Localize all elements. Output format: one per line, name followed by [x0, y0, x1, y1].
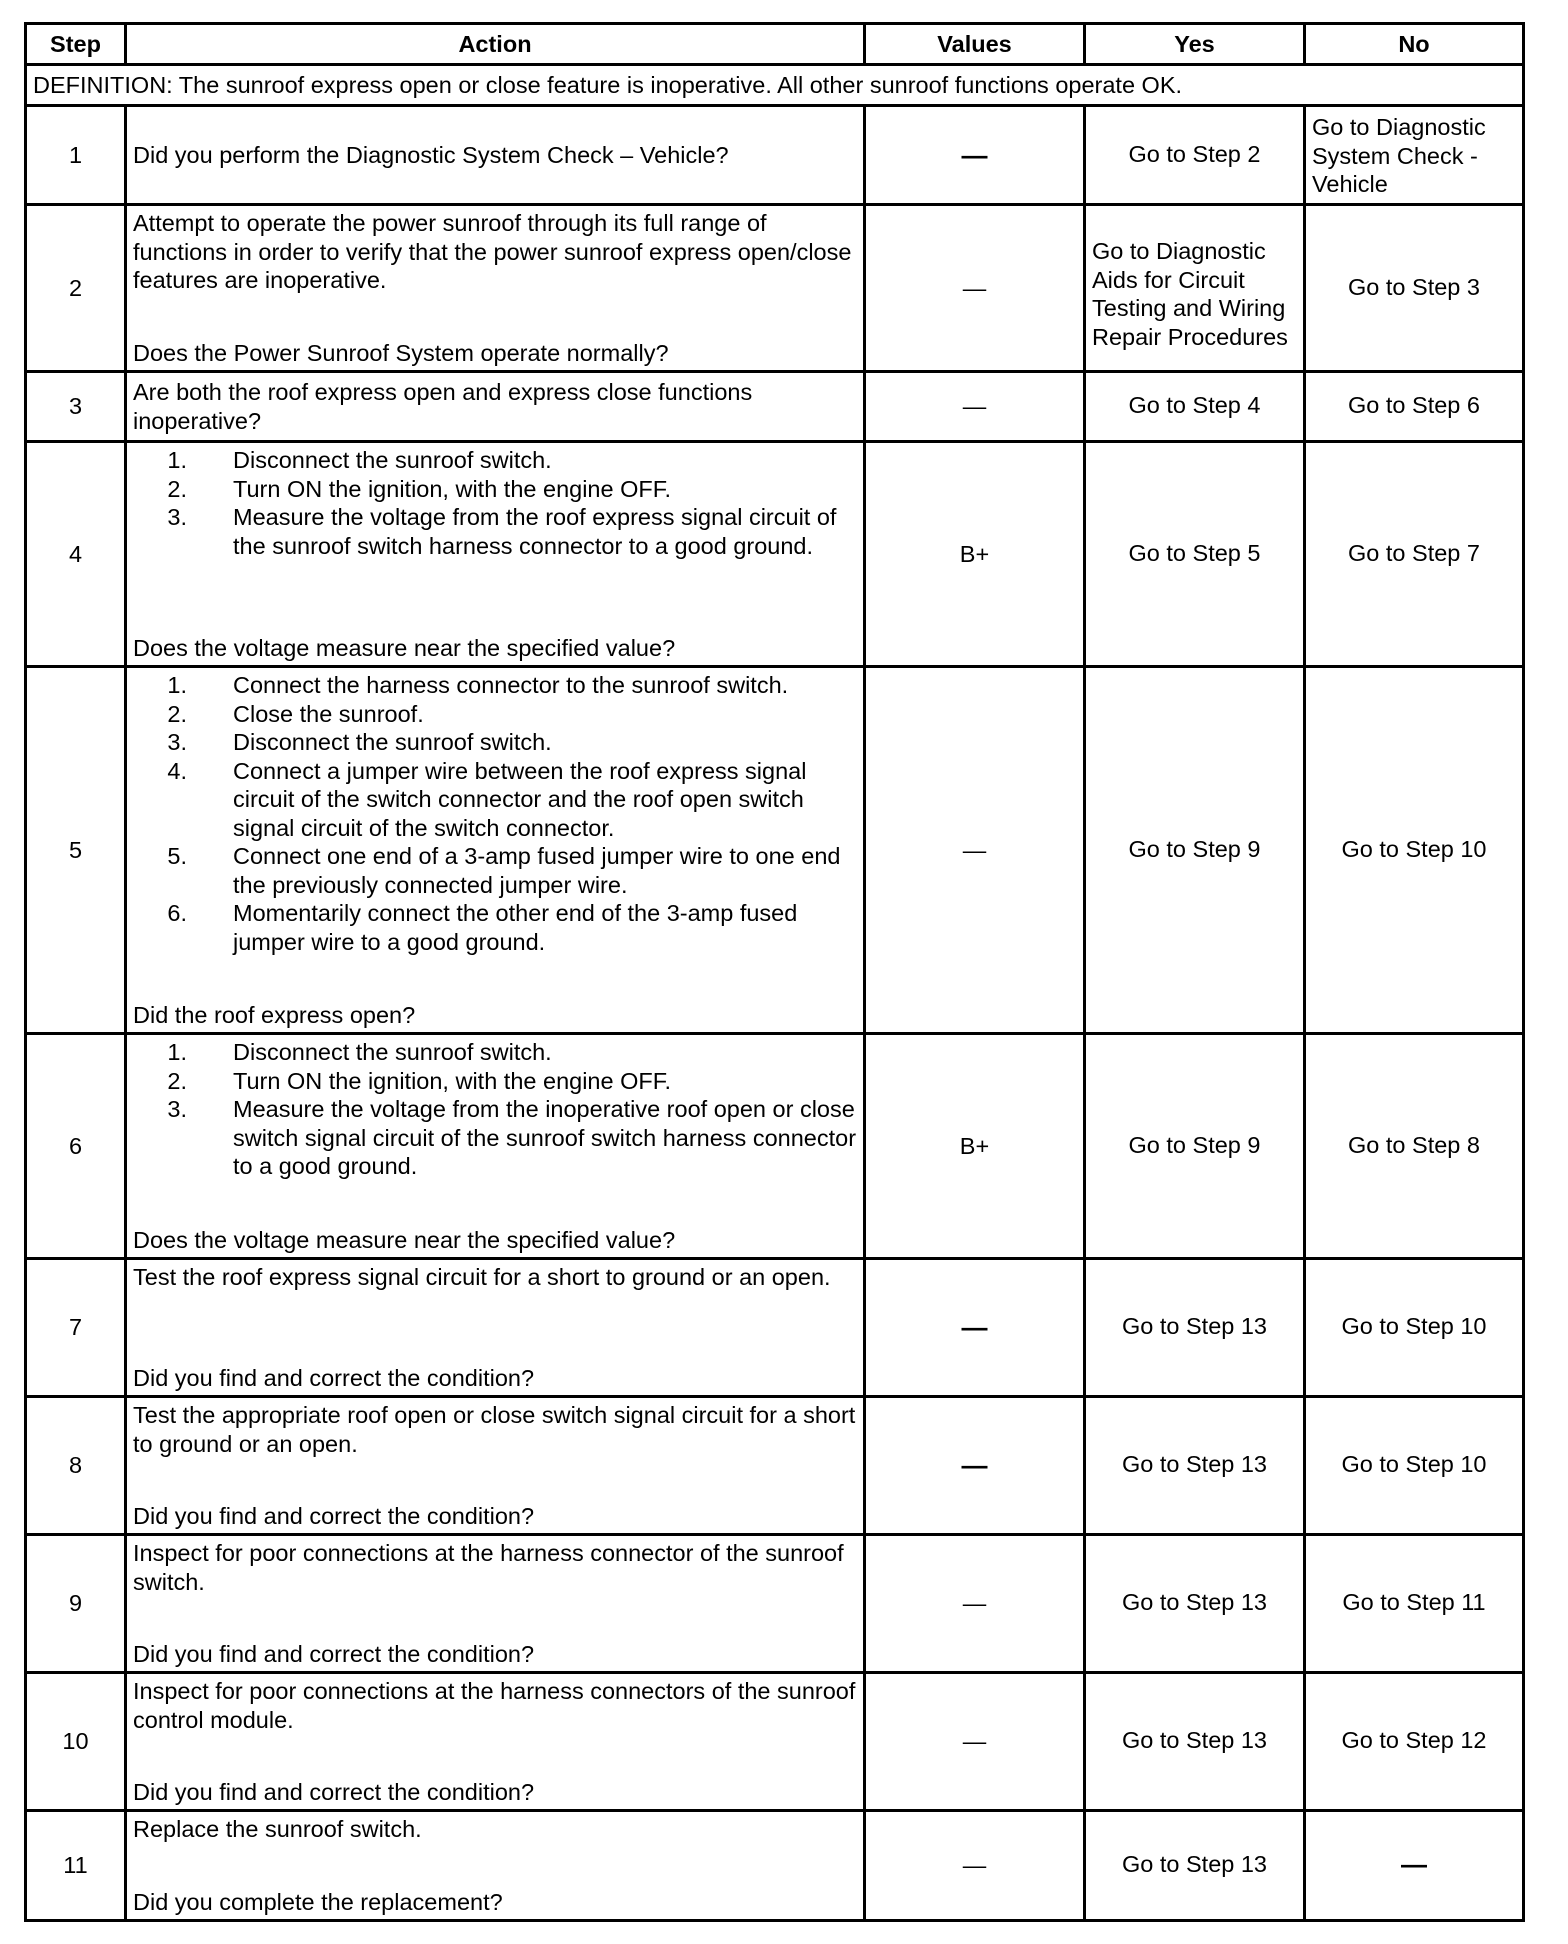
step-number: 1	[26, 106, 126, 205]
yes-cell: Go to Step 13	[1085, 1259, 1305, 1397]
value-cell: —	[865, 372, 1085, 442]
value-cell: B+	[865, 442, 1085, 667]
substep: 2. Turn ON the ignition, with the engine OFF.	[167, 475, 672, 502]
action-question: Did you find and correct the condition?	[133, 1778, 535, 1805]
action-text: Test the roof express signal circuit for a short to ground or an open.	[133, 1264, 831, 1290]
substep: 2. Close the sunroof.	[167, 700, 424, 727]
substep: 5. Connect one end of a 3-amp fused jumper wire to one end the previously connected jumper wire.	[167, 843, 841, 898]
substep: 3. Disconnect the sunroof switch.	[167, 729, 552, 755]
action-text: Replace the sunroof switch.	[133, 1816, 422, 1842]
value-cell: —	[865, 106, 1085, 205]
no-cell: Go to Step 7	[1305, 442, 1524, 667]
action-cell	[126, 1397, 865, 1535]
action-question: Did you find and correct the condition?	[133, 1364, 535, 1391]
action-question: Did you perform the Diagnostic System Check – Vehicle?	[133, 141, 729, 168]
header-values: Values	[865, 24, 1085, 65]
action-text: Test the appropriate roof open or close switch signal circuit for a short to ground or an open.	[133, 1402, 856, 1457]
step-number: 10	[26, 1673, 126, 1811]
no-cell: —	[1305, 1811, 1524, 1921]
substep-list	[133, 446, 857, 560]
substep: 3. Measure the voltage from the inoperative roof open or close switch signal circuit of the sunroof switch harness connector to a good ground.	[167, 1096, 857, 1179]
substep: 3. Measure the voltage from the roof express signal circuit of the sunroof switch harness connector to a good ground.	[167, 504, 837, 559]
table-row	[26, 205, 1524, 372]
no-cell: Go to Step 10	[1305, 667, 1524, 1034]
table-row	[26, 1811, 1524, 1921]
no-cell: Go to Step 6	[1305, 372, 1524, 442]
action-cell	[126, 1811, 865, 1921]
substep: 1. Disconnect the sunroof switch.	[167, 447, 552, 473]
header-action: Action	[126, 24, 865, 65]
no-cell: Go to Step 10	[1305, 1259, 1524, 1397]
action-question: Did you find and correct the condition?	[133, 1502, 535, 1529]
value-cell: —	[865, 1535, 1085, 1673]
yes-cell: Go to Step 2	[1085, 106, 1305, 205]
substep: 4. Connect a jumper wire between the roof express signal circuit of the switch connector and the roof open switch signal circuit of the switch connector.	[167, 757, 807, 841]
table-row	[26, 372, 1524, 442]
step-number: 4	[26, 442, 126, 667]
action-cell	[126, 372, 865, 442]
no-cell: Go to Step 10	[1305, 1397, 1524, 1535]
no-cell: Go to Step 3	[1305, 205, 1524, 372]
step-number: 7	[26, 1259, 126, 1397]
yes-cell: Go to Step 13	[1085, 1397, 1305, 1535]
yes-cell: Go to Step 4	[1085, 372, 1305, 442]
action-text: Inspect for poor connections at the harness connectors of the sunroof control module.	[133, 1678, 856, 1733]
action-question: Does the voltage measure near the specified value?	[133, 1226, 676, 1253]
value-cell: —	[865, 667, 1085, 1034]
value-cell: B+	[865, 1034, 1085, 1259]
value-cell: —	[865, 1259, 1085, 1397]
action-cell	[126, 205, 865, 372]
table-row	[26, 667, 1524, 1034]
substep-list	[133, 671, 857, 956]
substep: 1. Connect the harness connector to the sunroof switch.	[167, 672, 789, 698]
table-row	[26, 1034, 1524, 1259]
header-step: Step	[26, 24, 126, 65]
diagnostic-table	[24, 22, 1525, 1922]
yes-cell: Go to Step 9	[1085, 1034, 1305, 1259]
action-cell	[126, 106, 865, 205]
table-row	[26, 1673, 1524, 1811]
substep: 1. Disconnect the sunroof switch.	[167, 1039, 552, 1065]
table-row	[26, 442, 1524, 667]
action-cell	[126, 442, 865, 667]
no-cell: Go to Step 11	[1305, 1535, 1524, 1673]
step-number: 6	[26, 1034, 126, 1259]
yes-cell: Go to Step 13	[1085, 1673, 1305, 1811]
value-cell: —	[865, 1673, 1085, 1811]
yes-cell: Go to Step 13	[1085, 1535, 1305, 1673]
action-cell	[126, 667, 865, 1034]
header-row	[26, 24, 1524, 65]
step-number: 11	[26, 1811, 126, 1921]
action-question: Did you complete the replacement?	[133, 1888, 503, 1915]
step-number: 9	[26, 1535, 126, 1673]
action-text: Attempt to operate the power sunroof through its full range of functions in order to verify that the power sunroof express open/close features are inoperative.	[133, 210, 852, 293]
action-text: Inspect for poor connections at the harness connector of the sunroof switch.	[133, 1540, 844, 1595]
substep: 2. Turn ON the ignition, with the engine OFF.	[167, 1067, 672, 1094]
step-number: 2	[26, 205, 126, 372]
header-no: No	[1305, 24, 1524, 65]
action-text: Are both the roof express open and express close functions inoperative?	[133, 379, 753, 434]
value-cell: —	[865, 1397, 1085, 1535]
table-row	[26, 1535, 1524, 1673]
action-question: Does the voltage measure near the specified value?	[133, 634, 676, 661]
definition-row	[26, 65, 1524, 106]
no-cell: Go to Diagnostic System Check - Vehicle	[1305, 106, 1524, 205]
action-question: Does the Power Sunroof System operate normally?	[133, 339, 669, 366]
yes-cell: Go to Diagnostic Aids for Circuit Testing and Wiring Repair Procedures	[1085, 205, 1305, 372]
header-yes: Yes	[1085, 24, 1305, 65]
step-number: 3	[26, 372, 126, 442]
substep: 6. Momentarily connect the other end of the 3-amp fused jumper wire to a good ground.	[167, 900, 798, 955]
table-row	[26, 1397, 1524, 1535]
action-cell	[126, 1034, 865, 1259]
substep-list	[133, 1038, 857, 1181]
definition-text: DEFINITION: The sunroof express open or close feature is inoperative. All other sunroof functions operate OK.	[26, 65, 1524, 106]
step-number: 8	[26, 1397, 126, 1535]
no-cell: Go to Step 12	[1305, 1673, 1524, 1811]
action-question: Did the roof express open?	[133, 1001, 416, 1028]
table-row	[26, 1259, 1524, 1397]
no-cell: Go to Step 8	[1305, 1034, 1524, 1259]
value-cell: —	[865, 1811, 1085, 1921]
action-question: Did you find and correct the condition?	[133, 1640, 535, 1667]
action-cell	[126, 1535, 865, 1673]
yes-cell: Go to Step 9	[1085, 667, 1305, 1034]
action-cell	[126, 1673, 865, 1811]
action-cell	[126, 1259, 865, 1397]
yes-cell: Go to Step 5	[1085, 442, 1305, 667]
value-cell: —	[865, 205, 1085, 372]
yes-cell: Go to Step 13	[1085, 1811, 1305, 1921]
step-number: 5	[26, 667, 126, 1034]
table-row	[26, 106, 1524, 205]
